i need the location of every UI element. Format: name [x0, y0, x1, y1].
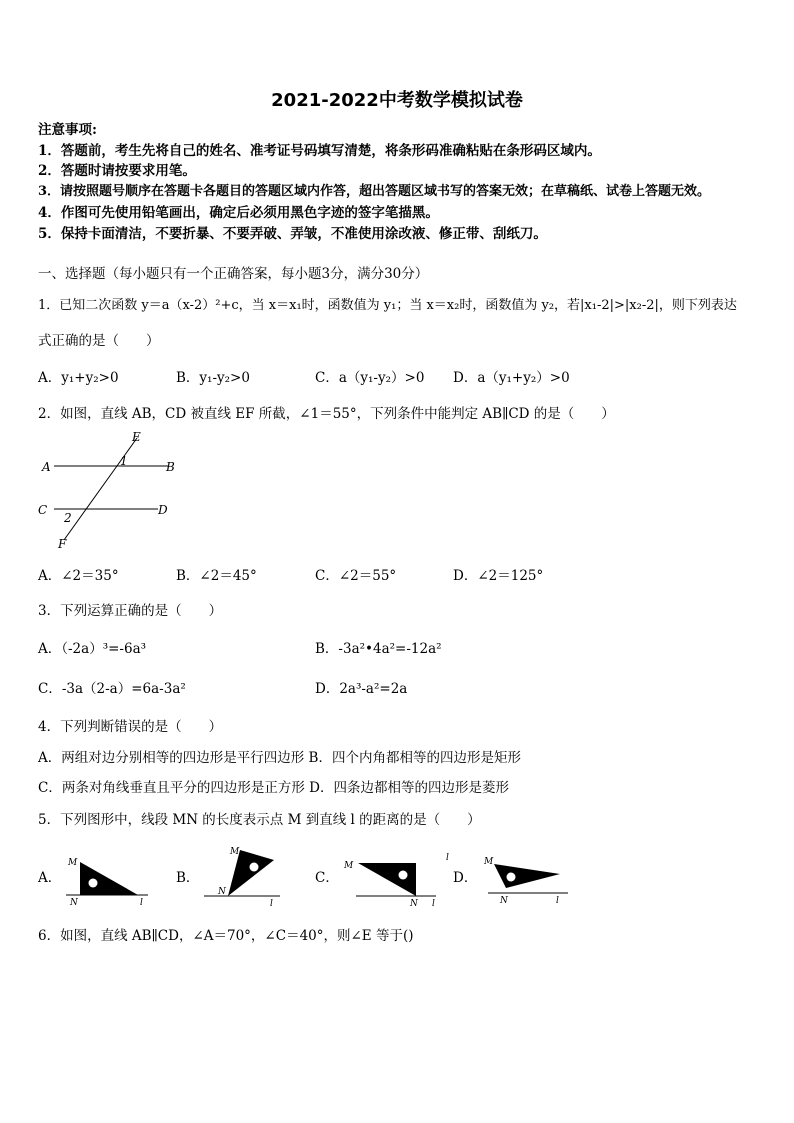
notice-item-5: 5．保持卡面清洁，不要折暴、不要弄破、弄皱，不准使用涂改液、修正带、刮纸刀。 [38, 226, 547, 242]
label-d: D [158, 503, 168, 517]
q5-stray-l: l [446, 853, 449, 863]
q5-figure-b [200, 842, 290, 908]
q5-label-c: C． [315, 870, 339, 886]
label-n: N [500, 896, 508, 906]
q1-stem-line2: 式正确的是（ ） [38, 333, 160, 349]
q3-option-b: B．-3a²•4a²=-12a² [315, 641, 442, 657]
q3-stem: 3．下列运算正确的是（ ） [38, 603, 223, 619]
q5-figure-c [340, 850, 440, 910]
q2-option-d: D．∠2＝125° [453, 568, 544, 584]
q5-figure-d [478, 850, 574, 906]
q5-label-d: D． [453, 870, 478, 886]
label-c: C [38, 503, 48, 517]
q5-label-b: B． [176, 870, 200, 886]
label-e: E [132, 430, 141, 444]
q1-option-a: A．y₁+y₂>0 [38, 370, 119, 386]
label-l: l [556, 896, 559, 906]
q2-option-a: A．∠2＝35° [38, 568, 119, 584]
label-m: M [484, 857, 494, 867]
q2-figure [36, 428, 186, 552]
q2-option-b: B．∠2＝45° [176, 568, 257, 584]
notice-item-2: 2．答题时请按要求用笔。 [38, 163, 196, 179]
q4-stem: 4．下列判断错误的是（ ） [38, 719, 223, 735]
q3-option-d: D．2a³-a²=2a [315, 681, 408, 697]
q5-figure-a [62, 852, 152, 908]
label-n: N [70, 898, 78, 908]
label-n: N [218, 887, 226, 897]
label-l: l [270, 899, 273, 908]
q1-option-c: C．a（y₁-y₂）>0 [315, 370, 425, 386]
q5-stem: 5．下列图形中，线段 MN 的长度表示点 M 到直线 l 的距离的是（ ） [38, 812, 481, 828]
notice-item-1: 1．答题前，考生先将自己的姓名、准考证号码填写清楚，将条形码准确粘贴在条形码区域内。 [38, 143, 601, 159]
label-angle-2: 2 [64, 511, 72, 525]
q4-options-line1: A．两组对边分别相等的四边形是平行四边形 B．四个内角都相等的四边形是矩形 [38, 750, 521, 766]
q5-label-a: A． [38, 870, 62, 886]
label-l: l [432, 899, 435, 909]
q2-stem: 2．如图，直线 AB，CD 被直线 EF 所截，∠1＝55°，下列条件中能判定 AB∥CD 的是（ ） [38, 406, 615, 422]
label-m: M [68, 858, 78, 868]
label-f: F [58, 537, 67, 551]
q1-stem-line1: 1．已知二次函数 y＝a（x-2）²+c，当 x＝x₁时，函数值为 y₁；当 x＝x₂时，函数值为 y₂，若|x₁-2|>|x₂-2|，则下列表达 [38, 298, 737, 313]
label-m: M [230, 847, 240, 857]
q1-option-b: B．y₁-y₂>0 [176, 370, 250, 386]
q1-option-d: D．a（y₁+y₂）>0 [453, 370, 570, 386]
notice-item-4: 4．作图可先使用铅笔画出，确定后必须用黑色字迹的签字笔描黑。 [38, 205, 439, 221]
label-a: A [42, 460, 51, 474]
section-heading: 一、选择题（每小题只有一个正确答案，每小题3分，满分30分） [38, 266, 429, 282]
q3-option-c: C．-3a（2-a）=6a-3a² [38, 681, 186, 697]
notice-heading: 注意事项: [38, 122, 97, 138]
q2-option-c: C．∠2＝55° [315, 568, 397, 584]
notice-item-3: 3．请按照题号顺序在答题卡各题目的答题区域内作答，超出答题区域书写的答案无效；在草稿纸、试卷上答题无效。 [38, 184, 711, 199]
q6-stem: 6．如图，直线 AB∥CD，∠A＝70°，∠C＝40°，则∠E 等于() [38, 928, 414, 944]
page-title: 2021-2022中考数学模拟试卷 [271, 90, 523, 111]
label-n: N [410, 899, 418, 909]
label-b: B [166, 460, 175, 474]
q4-options-line2: C．两条对角线垂直且平分的四边形是正方形 D．四条边都相等的四边形是菱形 [38, 780, 509, 796]
q3-option-a: A．（-2a）³=-6a³ [38, 641, 147, 657]
label-l: l [140, 898, 143, 908]
label-angle-1: 1 [120, 454, 128, 468]
label-m: M [344, 861, 354, 871]
